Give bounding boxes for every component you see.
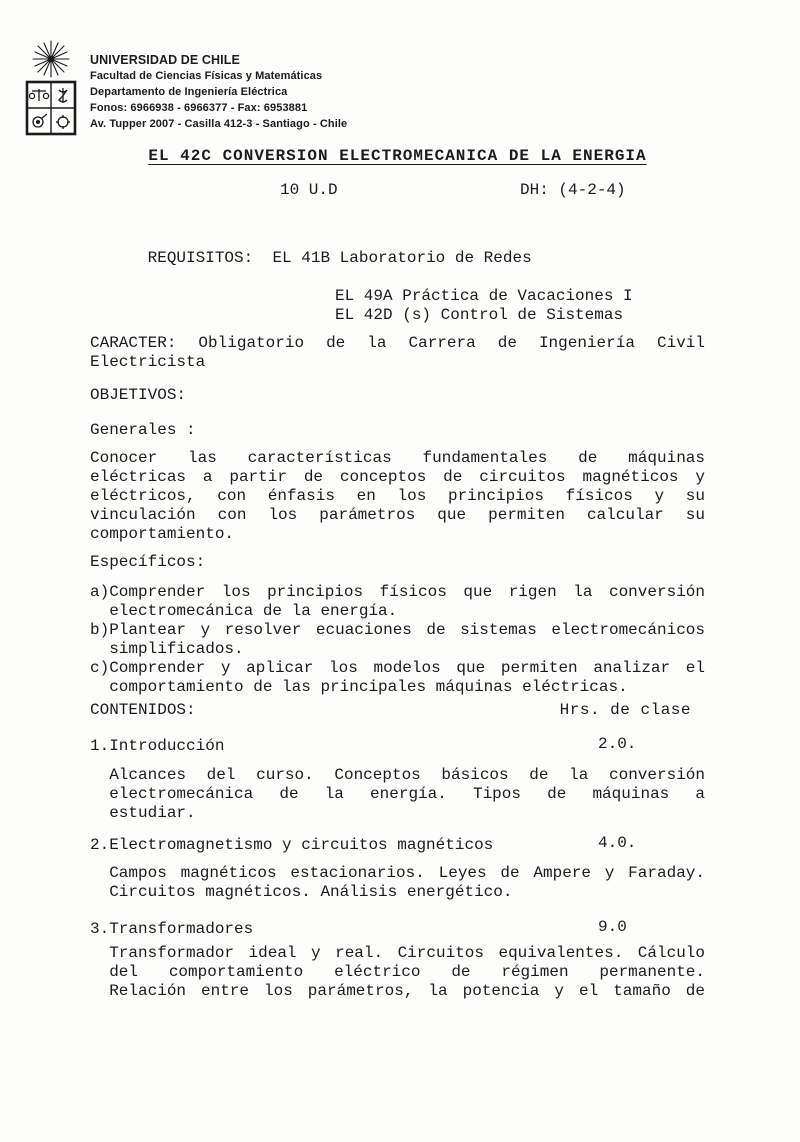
content-item-3 [90, 920, 705, 939]
generales-heading: Generales : [90, 421, 196, 439]
text-line: vinculación con los parámetros que permiten calcular su [90, 506, 705, 524]
text-line: c)Comprender y aplicar los modelos que permiten analizar el [90, 659, 705, 677]
requisitos-label: REQUISITOS: [147, 249, 254, 267]
especificos-heading: Específicos: [90, 553, 206, 571]
content-item-3-description [109, 944, 705, 1001]
text-line: b)Plantear y resolver ecuaciones de sistemas electromecánicos [90, 621, 705, 639]
item-hours: 4.0. [598, 834, 637, 852]
especificos-list [90, 583, 705, 697]
text-line: eléctricas a partir de conceptos de circuitos magnéticos y [90, 468, 705, 486]
text-line: comportamiento de las principales máquinas eléctricas. [109, 678, 628, 696]
content-item-2-description [109, 864, 705, 902]
especifico-item-b [90, 621, 705, 659]
letterhead-phones: Fonos: 6966938 - 6966377 - Fax: 6953881 [90, 102, 308, 114]
letterhead-department: Departamento de Ingeniería Eléctrica [90, 86, 288, 98]
course-dh: DH: (4-2-4) [520, 181, 626, 199]
especifico-item-a [90, 583, 705, 621]
content-item-1-description [109, 766, 705, 823]
letterhead-university: UNIVERSIDAD DE CHILE [90, 53, 240, 67]
contenidos-heading-row [90, 701, 705, 720]
text-line: Transformador ideal y real. Circuitos equivalentes. Cálculo [109, 944, 705, 962]
objetivos-heading: OBJETIVOS: [90, 386, 187, 404]
requisito-1: EL 41B Laboratorio de Redes [272, 249, 532, 267]
text-line: electromecánica de la energía. [109, 602, 398, 620]
text-line: Campos magnéticos estacionarios. Leyes de Ampere y Faraday. [109, 864, 705, 882]
requisito-3: EL 42D (s) Control de Sistemas [335, 306, 624, 324]
text-line: simplificados. [109, 640, 244, 658]
letterhead [90, 40, 705, 143]
requisitos-line [90, 230, 705, 287]
text-line: eléctricos, con énfasis en los principios físicos y su [90, 487, 705, 505]
item-title: 2.Electromagnetismo y circuitos magnéticos [90, 836, 494, 854]
generales-paragraph [90, 449, 705, 544]
text-line: Electricista [90, 353, 206, 371]
course-subtitle-row [90, 181, 705, 200]
requisito-2: EL 49A Práctica de Vacaciones I [335, 287, 633, 305]
requisitos-section [90, 230, 705, 325]
hours-column-header: Hrs. de clase [559, 701, 691, 719]
text-line: Alcances del curso. Conceptos básicos de la conversión [109, 766, 705, 784]
item-hours: 2.0. [598, 735, 637, 753]
contenidos-heading: CONTENIDOS: [90, 701, 196, 719]
text-line: Conocer las características fundamentales de máquinas [90, 449, 705, 467]
text-line: comportamiento. [90, 525, 235, 543]
text-line: estudiar. [109, 804, 196, 822]
text-line: Circuitos magnéticos. Análisis energético. [109, 883, 513, 901]
item-title: 3.Transformadores [90, 920, 254, 938]
text-line: Relación entre los parámetros, la potencia y el tamaño de [109, 982, 705, 1000]
course-title: EL 42C CONVERSION ELECTROMECANICA DE LA ENERGIA [148, 147, 647, 165]
text-line: electromecánica de la energía. Tipos de máquinas a [109, 785, 705, 803]
letterhead-text [90, 40, 705, 132]
university-seal-icon [17, 40, 85, 143]
text-line: a)Comprender los principios físicos que rigen la conversión [90, 583, 705, 601]
item-title: 1.Introducción [90, 737, 225, 755]
course-credits: 10 U.D [280, 181, 338, 199]
caracter-paragraph [90, 334, 705, 372]
text-line: del comportamiento eléctrico de régimen permanente. [109, 963, 705, 981]
item-hours: 9.0 [598, 918, 627, 936]
especifico-item-c [90, 659, 705, 697]
content-item-1 [90, 737, 705, 756]
letterhead-address: Av. Tupper 2007 - Casilla 412-3 - Santiago - Chile [90, 118, 348, 130]
content-item-2 [90, 836, 705, 855]
text-line: CARACTER: Obligatorio de la Carrera de Ingeniería Civil [90, 334, 705, 352]
letterhead-faculty: Facultad de Ciencias Físicas y Matemáticas [90, 70, 323, 82]
